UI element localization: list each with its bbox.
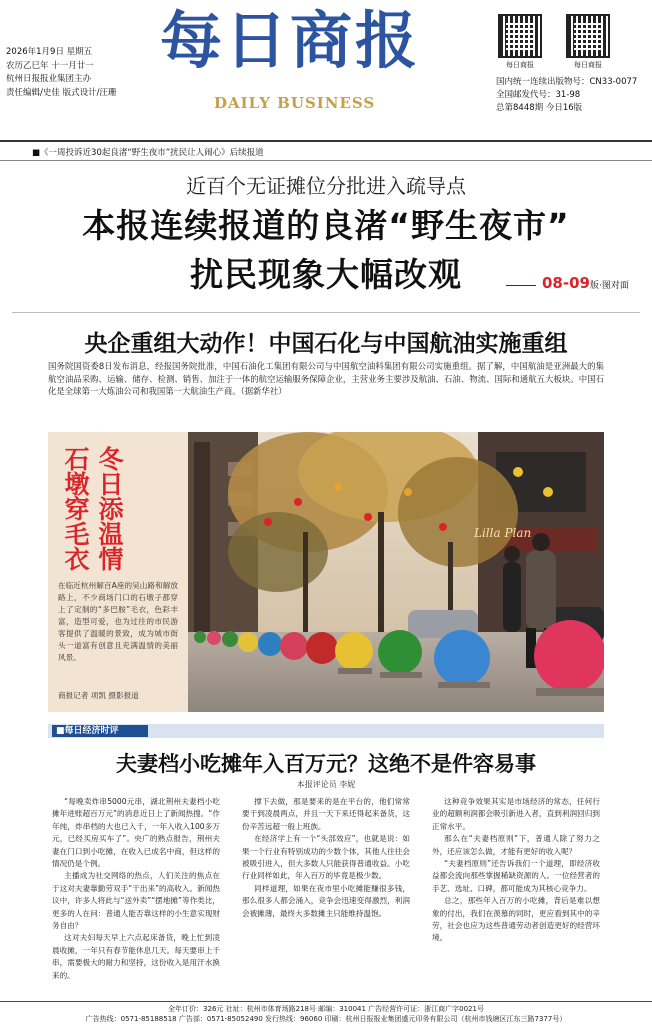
page-reference[interactable] [506,274,629,292]
paragraph: 总之，那些年入百万的小吃摊，背后是难以想象的付出，我们在羡慕的同时，更应看到其中的辛劳，社会也应为这些普通劳动者创造更好的经营环境。 [432,896,600,943]
divider [0,160,652,161]
byline: 本报评论员 李妮 [296,780,356,789]
shop-sign: Lilla Plan [474,526,532,540]
paragraph: 撑下去做，那是要来的是在平台的，他们常常要干到凌晨两点，并且一天下来还得起来备货，这份辛苦远超一般上班族。 [242,797,410,831]
divider [12,312,640,313]
editor-line: 责任编辑/史佳 版式设计/汪珊 [6,87,117,98]
paragraph: 在经济学上有一个“头部效应”，也就是说：如果一个行业有特别成功的少数个体，其他人往往会被吸引进入，但大多数人只能获得普通收益。小吃行业同样如此，年入百万的毕竟是极少数。 [242,834,410,881]
lunar-date-line: 农历乙巳年 十一月廿一 [6,60,94,71]
article-column-3 [432,796,600,945]
sponsor-line: 杭州日报报业集团主办 [6,74,92,84]
footer-line: 广告热线：0571-85188518 广告部：0571-85052490 发行热线：96060 印刷：杭州日报报业集团盛元印务有限公司（杭州市钱塘区江东三路7377号） [85,1015,567,1023]
paragraph: 这对夫妇每天早上六点起床备货，晚上忙到凌晨收摊，一年只有春节能休息几天。每天要串上千串，需要极大的耐力和坚持，这份收入是用汗水换来的。 [52,933,220,980]
newspaper-logo: 每日商报 [160,4,421,77]
divider [0,1001,652,1002]
publication-info [496,76,637,115]
newspaper-logo-english: DAILY BUSINESS [214,94,376,112]
photo-title-line2: 石墩穿毛衣 [61,446,90,571]
issue-line: 总第8448期 今日16版 [496,103,583,113]
footer [0,1004,652,1024]
qr-code-icon[interactable] [498,14,542,58]
article-column-1 [52,796,220,982]
qr-code-icon[interactable] [566,14,610,58]
date-line: 2026年1月9日 星期五 [6,47,93,57]
post-code-line: 全国邮发代号：31-98 [496,90,581,100]
article-column-2 [242,796,410,920]
photo-credit: 商报记者 项凯 摄影报道 [58,691,139,700]
paragraph: “每晚卖炸串5000元串，湖北荆州夫妻档小吃摊年进账超百万元”的消息近日上了新闻热搜。“作年纯，炸串档的大也已入千，一年入收入100多万元，已经买房买车了”。央广的熟点报告，荆州夫妻在门口到小吃摊，在收入已成名中商，但这样的情况仍是个例。 [52,797,220,869]
news-headline[interactable]: 央企重组大动作！中国石化与中国航油实施重组 [84,331,568,357]
commentary-headline[interactable]: 夫妻档小吃摊年入百万元？这绝不是件容易事 [116,752,536,776]
paragraph: “夫妻档原则”还告诉我们一个道理，即经济收益都会流向那些掌握稀缺资源的人。一位经营者的手艺、选址、口碑，都可能成为其核心竞争力。 [432,859,600,893]
paragraph: 同样道理，如果在夜市里小吃摊能赚很多钱，那么很多人都会涌入，竞争会迅速变得激烈，利润会被摊薄，最终大多数摊主只能维持温饱。 [242,883,410,918]
divider [506,285,536,286]
issn-line: 国内统一连续出版物号：CN33-0077 [496,77,638,87]
qr-caption: 每日商报 [574,61,602,69]
teaser-line[interactable]: ■《一周投诉近30起良渚“野生夜市”扰民让人闹心》后续报道 [32,148,264,158]
photo-title: 冬日添温情 [95,446,124,571]
section-label[interactable]: ■每日经济时评 [52,725,148,737]
lead-kicker: 近百个无证摊位分批进入疏导点 [186,174,466,198]
news-body: 国务院国资委8日发布消息，经报国务院批准，中国石油化工集团有限公司与中国航空油料集团有限公司实施重组。据了解，中国航油是亚洲最大的集航空油品采购、运输、储存、检测、销售、加注于一体的航空运输服务保障企业，主营业务主要涉及航油、石油、物流、国际和通航五大板块。中国石化是全球第一大炼油公司和我国第一大航油生产商。（据新华社） [48,361,604,397]
lead-headline[interactable]: 本报连续报道的良渚“野生夜市” [82,206,570,245]
masthead-meta [6,46,116,100]
masthead [0,0,652,130]
photo-caption: 在临近杭州解百A座的吴山路和解放路上，不少商场门口的石墩子都穿上了定制的“多巴胺”毛衣，色彩丰富，造型可爱，也为过往的市民游客提供了温暖的景致，成为城市街头一道富有创意且充满温情的美丽风景。 [58,581,178,662]
lead-headline-line2[interactable]: 扰民现象大幅改观 [190,255,462,294]
paragraph: 主播成为社交网络的热点，人们关注的焦点在于这对夫妻靠勤劳双手“干出来”的高收入。新闻热议中，许多人将此与“送外卖”“摆地摊”等作类比，更多的人在问：普通人能否靠这样的小生意实现财务自由？ [52,871,220,931]
paragraph: 这种竞争效果其实是市场经济的常态，任何行业的超额利润都会吸引新进入者，直到利润回归到正常水平。 [432,797,600,831]
page-number: 08-09 [542,274,590,292]
qr-caption: 每日商报 [506,61,534,69]
divider [0,140,652,142]
page-suffix: 版·图对面 [589,281,629,291]
paragraph: 那么在“夫妻档原则”下，普通人除了努力之外，还应该怎么做，才能有更好的收入呢？ [432,834,600,856]
footer-line: 全年订价：326元 社址：杭州市体育场路218号 邮编：310041 广告经营许可证：浙江商广字0021号 [168,1005,484,1013]
